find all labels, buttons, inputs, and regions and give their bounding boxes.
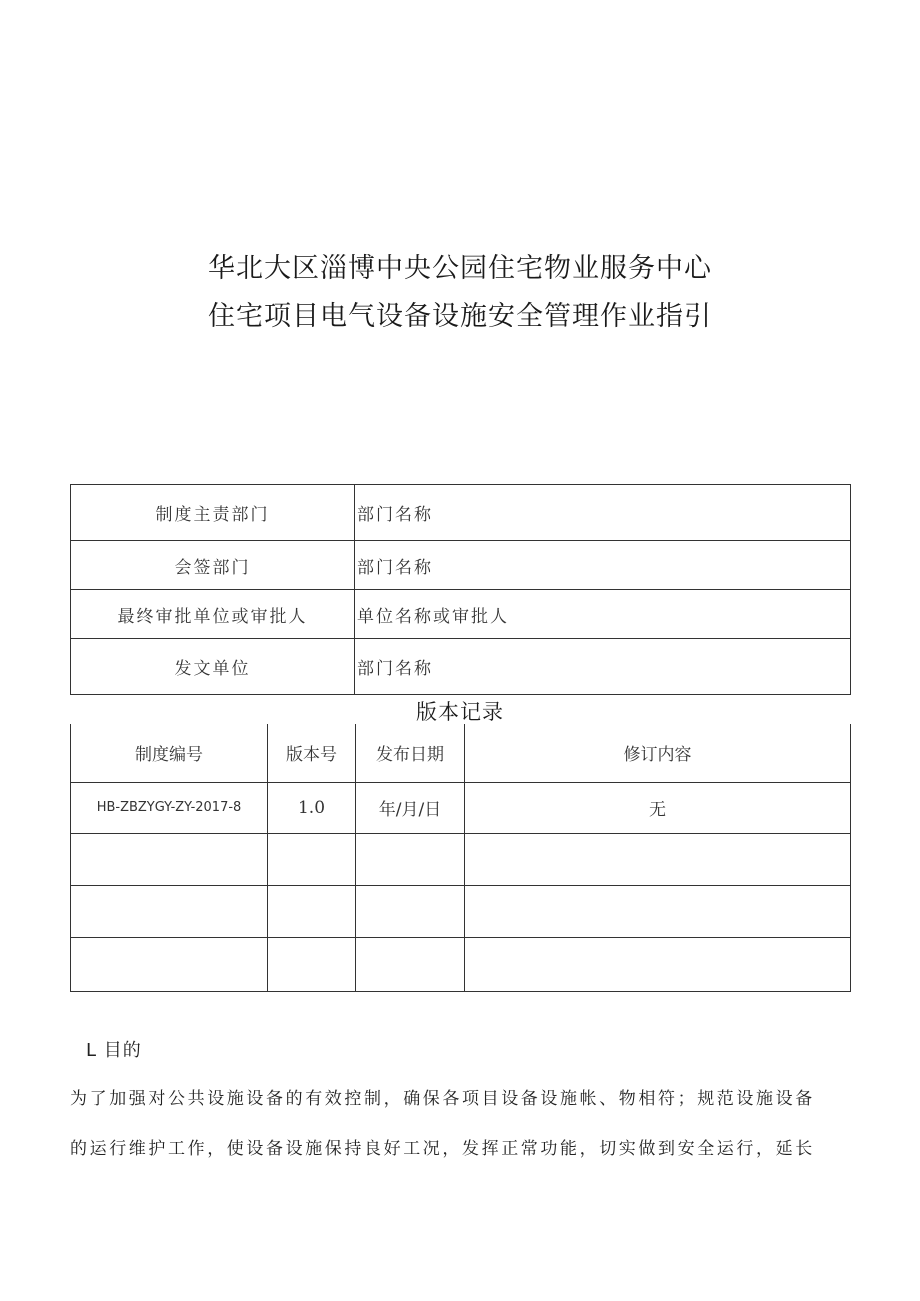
cell-revision <box>465 937 851 991</box>
document-title-line-1: 华北大区淄博中央公园住宅物业服务中心 <box>208 253 712 284</box>
info-label: 会签部门 <box>71 541 355 590</box>
cell-revision: 无 <box>465 782 851 833</box>
version-record-table <box>70 724 851 992</box>
column-header-date: 发布日期 <box>356 724 465 782</box>
cell-version: 1.0 <box>268 782 356 833</box>
info-value: 部门名称 <box>355 639 851 695</box>
version-record-title: 版本记录 <box>416 700 504 724</box>
document-title-line-2: 住宅项目电气设备设施安全管理作业指引 <box>208 301 712 332</box>
info-value: 部门名称 <box>355 541 851 590</box>
table-row <box>71 782 851 833</box>
cell-code <box>71 885 268 937</box>
column-header-version: 版本号 <box>268 724 356 782</box>
section-heading-purpose: L 目的 <box>86 1040 142 1061</box>
table-row <box>71 885 851 937</box>
info-label: 制度主责部门 <box>71 485 355 541</box>
info-row <box>71 541 851 590</box>
cell-code <box>71 833 268 885</box>
body-text-line: 为了加强对公共设施设备的有效控制，确保各项目设备设施帐、物相符；规范设施设备 <box>70 1089 815 1109</box>
info-label: 发文单位 <box>71 639 355 695</box>
cell-version <box>268 833 356 885</box>
body-text-line: 的运行维护工作，使设备设施保持良好工况，发挥正常功能，切实做到安全运行，延长 <box>70 1139 815 1159</box>
cell-date: 年/月/日 <box>356 782 465 833</box>
info-row <box>71 590 851 639</box>
column-header-revision: 修订内容 <box>465 724 851 782</box>
cell-code <box>71 937 268 991</box>
info-label: 最终审批单位或审批人 <box>71 590 355 639</box>
cell-revision <box>465 885 851 937</box>
cell-revision <box>465 833 851 885</box>
info-row <box>71 639 851 695</box>
cell-version <box>268 937 356 991</box>
info-row <box>71 485 851 541</box>
cell-date <box>356 937 465 991</box>
policy-info-table <box>70 484 851 695</box>
column-header-code: 制度编号 <box>71 724 268 782</box>
table-row <box>71 937 851 991</box>
info-value: 部门名称 <box>355 485 851 541</box>
cell-date <box>356 833 465 885</box>
info-value: 单位名称或审批人 <box>355 590 851 639</box>
table-row <box>71 833 851 885</box>
cell-version <box>268 885 356 937</box>
cell-date <box>356 885 465 937</box>
version-header-row <box>71 724 851 782</box>
cell-code: HB-ZBZYGY-ZY-2017-8 <box>71 782 268 833</box>
